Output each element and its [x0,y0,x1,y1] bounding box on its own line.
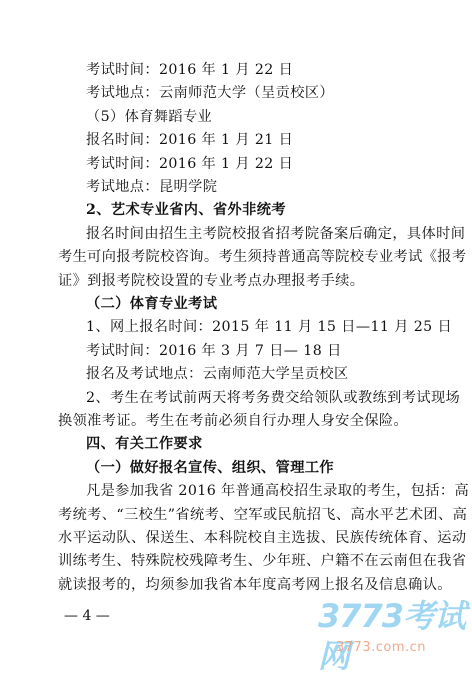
paragraph-line: 考统考、“三校生”省统考、空军或民航招飞、高水平艺术团、高 [58,506,468,523]
watermark-logo: 3773考试网 [318,597,466,675]
paragraph-line: 考生可向报考院校咨询。考生须持普通高等院校专业考试《报考 [58,249,467,266]
paragraph-line: 2、考生在考试前两天将考务费交给领队或教练到考试现场 [86,389,461,406]
registration-time-line: 报名时间：2016 年 1 月 21 日 [86,132,294,149]
site-watermark [318,596,468,675]
paragraph-line: 报名时间由招生主考院校报省招考院备案后确定，具体时间 [86,225,466,242]
paragraph-line: 训练考生、特殊院校残障考生、少年班、户籍不在云南但在我省 [58,553,467,570]
sports-exam-heading: （二）体育专业考试 [86,296,218,312]
watermark-url: 3773.com.cn [336,640,426,655]
sport-dance-heading: （5）体育舞蹈专业 [86,108,213,125]
publicity-heading: （一）做好报名宣传、组织、管理工作 [86,459,334,476]
paragraph-line: 凡是参加我省 2016 年普通高校招生录取的考生，包括：高 [86,483,470,500]
paragraph-line: 证》到报考院校设置的专业考点办理报考手续。 [58,272,365,289]
exam-time-line-3: 考试时间：2016 年 3 月 7 日— 18 日 [86,342,342,359]
art-nonunified-heading: 2、艺术专业省内、省外非统考 [86,202,286,219]
work-requirements-heading: 四、有关工作要求 [86,436,203,453]
exam-time-line-2: 考试时间：2016 年 1 月 22 日 [86,155,294,172]
page-number: — 4 — [64,608,110,624]
exam-location-line-2: 考试地点：昆明学院 [86,179,218,195]
paragraph-line: 水平运动队、保送生、本科院校自主选拔、民族传统体育、运动 [58,530,467,546]
online-registration-line: 1、网上报名时间：2015 年 11 月 15 日—11 月 25 日 [86,319,453,336]
exam-time-line: 考试时间：2016 年 1 月 22 日 [86,62,294,78]
exam-location-line: 考试地点：云南师范大学（呈贡校区） [86,85,334,102]
registration-location-line: 报名及考试地点：云南师范大学呈贡校区 [86,366,349,383]
paragraph-line: 换领准考证。考生在考前必须自行办理人身安全保险。 [58,413,409,429]
paragraph-line: 就读报考的，均须参加我省本年度高考网上报名及信息确认。 [58,576,452,593]
